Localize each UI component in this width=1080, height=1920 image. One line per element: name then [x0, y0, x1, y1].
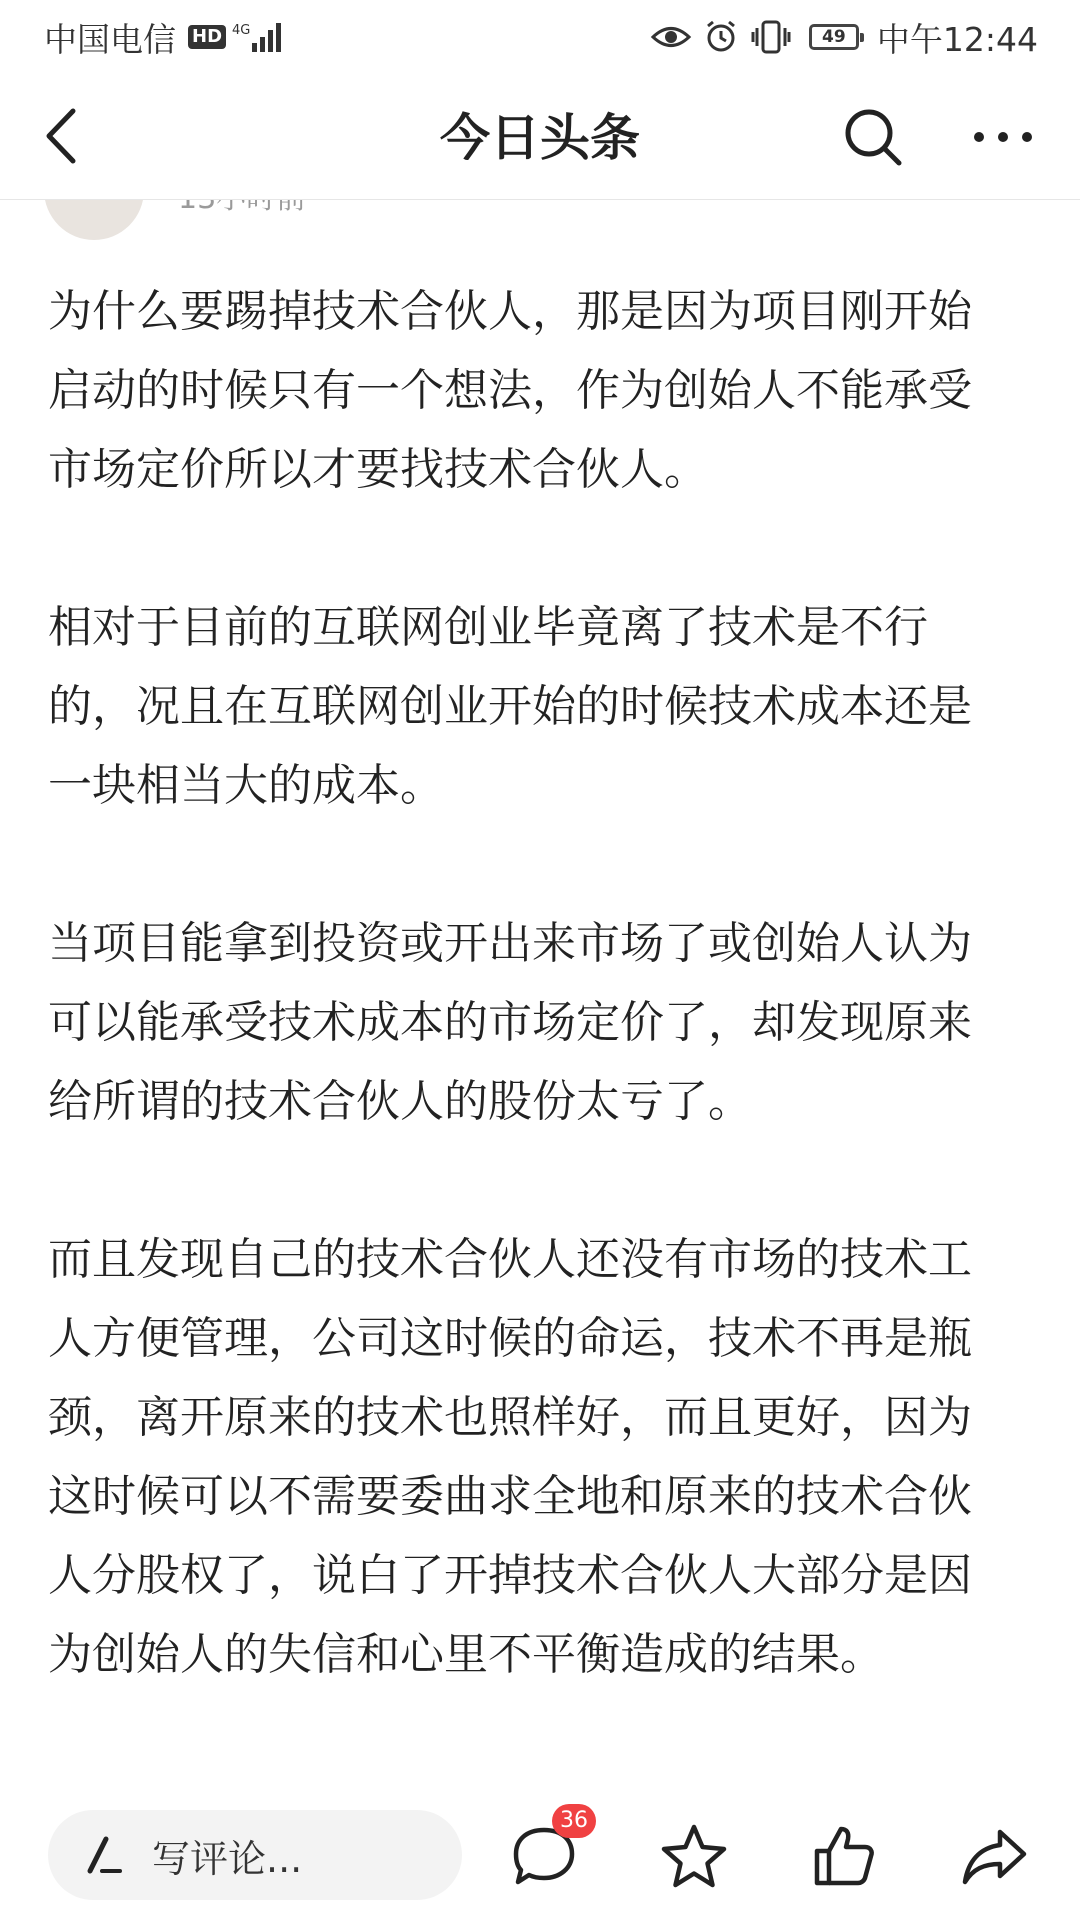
alarm-icon [703, 19, 739, 55]
eye-icon [651, 22, 691, 52]
back-button[interactable] [36, 104, 84, 168]
signal-icon [232, 22, 281, 52]
status-left [44, 14, 281, 61]
author-row [0, 200, 1080, 230]
back-arrow-icon [43, 107, 77, 165]
pen-icon [84, 1835, 124, 1875]
article-paragraph: 当项目能拿到投资或开出来市场了或创始人认为可以能承受技术成本的市场定价了，却发现原来给所谓的技术合伙人的股份太亏了。 [48, 918, 972, 1127]
status-time: 中午12:44 [876, 19, 1038, 59]
more-button[interactable] [968, 114, 1038, 160]
network-type: 4G [232, 23, 251, 38]
article-paragraph: 相对于目前的互联网创业毕竟离了技术是不行的，况且在互联网创业开始的时候技术成本还是一块相当大的成本。 [48, 602, 972, 811]
article-body [48, 272, 1008, 1694]
signal-bars [252, 22, 281, 52]
share-button[interactable] [956, 1818, 1032, 1894]
share-icon [960, 1826, 1028, 1886]
status-bar [0, 0, 1080, 74]
star-icon [659, 1822, 729, 1890]
thumbs-up-icon [811, 1823, 877, 1889]
search-icon [842, 106, 904, 168]
favorite-button[interactable] [656, 1818, 732, 1894]
comment-count-badge: 36 [552, 1804, 596, 1838]
nav-bar [0, 74, 1080, 200]
article-paragraph: 而且发现自己的技术合伙人还没有市场的技术工人方便管理，公司这时候的命运，技术不再是瓶颈，离开原来的技术也照样好，而且更好，因为这时候可以不需要委曲求全地和原来的技术合伙人分股权了，说白了开掉技术合伙人大部分是因为创始人的失信和心里不平衡造成的结果。 [48, 1234, 972, 1680]
battery-icon: 49 [809, 24, 859, 50]
comments-button[interactable] [506, 1808, 588, 1894]
bottom-action-bar [0, 1800, 1080, 1920]
comment-placeholder: 写评论... [152, 1836, 303, 1881]
carrier-name: 中国电信 [44, 19, 176, 59]
comment-input[interactable] [48, 1810, 462, 1900]
search-button[interactable] [840, 104, 906, 170]
vibrate-icon [751, 20, 791, 54]
article-paragraph: 为什么要踢掉技术合伙人，那是因为项目刚开始启动的时候只有一个想法，作为创始人不能承受市场定价所以才要找技术合伙人。 [48, 286, 972, 495]
like-button[interactable] [806, 1818, 882, 1894]
page-title: 今日头条 [440, 109, 640, 167]
more-dots-icon [972, 130, 1034, 144]
status-right [651, 14, 1038, 61]
hd-badge: HD [188, 25, 226, 49]
